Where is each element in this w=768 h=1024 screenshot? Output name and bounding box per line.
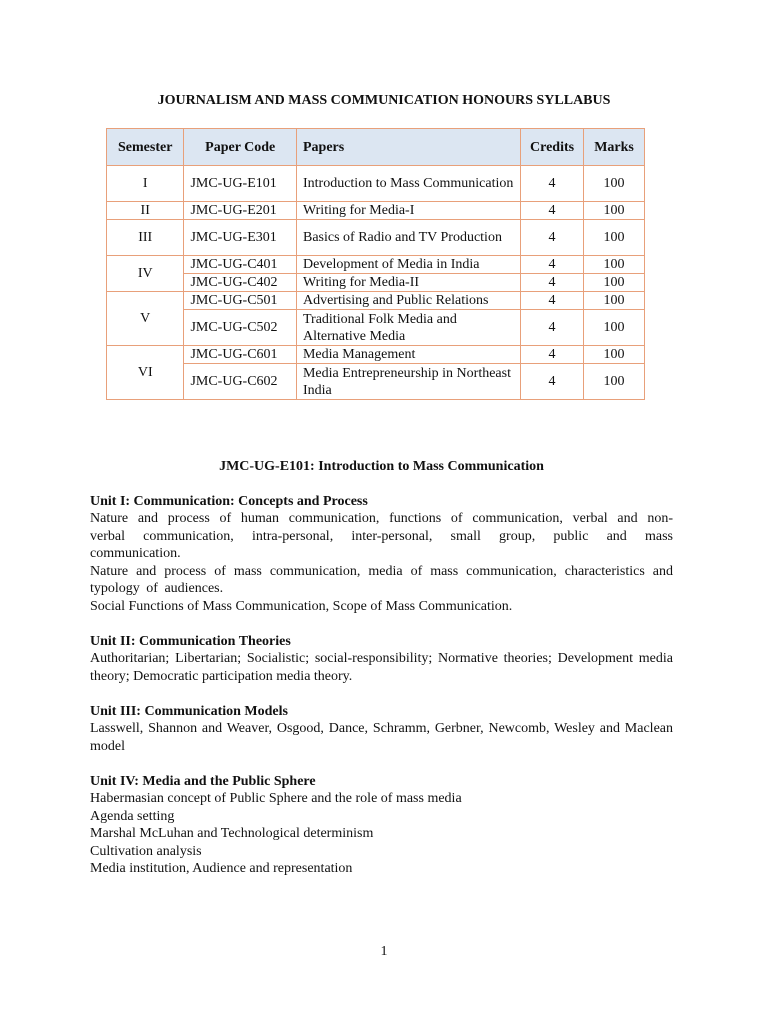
table-row xyxy=(107,256,645,274)
semester-cell: II xyxy=(107,202,184,220)
credits-cell: 4 xyxy=(521,292,584,310)
header-credits: Credits xyxy=(521,129,584,166)
page-title: JOURNALISM AND MASS COMMUNICATION HONOURS SYLLABUS xyxy=(157,93,611,108)
header-marks: Marks xyxy=(584,129,645,166)
header-semester: Semester xyxy=(107,129,184,166)
table-header-row xyxy=(107,129,645,166)
paper-title-cell: Advertising and Public Relations xyxy=(296,292,520,310)
marks-cell: 100 xyxy=(584,292,645,310)
course-content xyxy=(90,458,673,896)
page-number: 1 xyxy=(380,944,388,959)
table-row xyxy=(107,274,645,292)
unit-paragraph: Media institution, Audience and representation xyxy=(90,861,353,876)
paper-title-cell: Basics of Radio and TV Production xyxy=(296,220,520,256)
credits-cell: 4 xyxy=(521,274,584,292)
credits-cell: 4 xyxy=(521,166,584,202)
header-paper-code: Paper Code xyxy=(184,129,297,166)
unit-title: Unit III: Communication Models xyxy=(90,704,288,719)
unit-paragraph: Habermasian concept of Public Sphere and the role of mass media xyxy=(90,791,462,806)
unit-paragraph: Authoritarian; Libertarian; Socialistic; social-responsibility; Normative theories; Development media theory; Democratic participation media theory. xyxy=(90,651,673,684)
paper-code-cell: JMC-UG-C501 xyxy=(184,292,297,310)
paper-title-cell: Development of Media in India xyxy=(296,256,520,274)
credits-cell: 4 xyxy=(521,364,584,400)
unit-paragraph: Nature and process of mass communication, media of mass communication, characteristics and typology of audiences. xyxy=(90,563,673,596)
syllabus-table xyxy=(106,128,645,400)
semester-cell: IV xyxy=(107,256,184,292)
marks-cell: 100 xyxy=(584,346,645,364)
marks-cell: 100 xyxy=(584,364,645,400)
table-row xyxy=(107,220,645,256)
credits-cell: 4 xyxy=(521,202,584,220)
table-row xyxy=(107,166,645,202)
paper-code-cell: JMC-UG-E201 xyxy=(184,202,297,220)
unit-title: Unit I: Communication: Concepts and Process xyxy=(90,494,368,509)
unit-paragraph: Social Functions of Mass Communication, Scope of Mass Communication. xyxy=(90,598,513,614)
marks-cell: 100 xyxy=(584,256,645,274)
marks-cell: 100 xyxy=(584,166,645,202)
credits-cell: 4 xyxy=(521,220,584,256)
table-row xyxy=(107,346,645,364)
paper-code-cell: JMC-UG-C401 xyxy=(184,256,297,274)
paper-code-cell: JMC-UG-C502 xyxy=(184,310,297,346)
unit-paragraph: Cultivation analysis xyxy=(90,843,202,859)
marks-cell: 100 xyxy=(584,202,645,220)
table-row xyxy=(107,364,645,400)
course-title: JMC-UG-E101: Introduction to Mass Communication xyxy=(219,459,544,474)
unit-paragraph: Agenda setting xyxy=(90,808,175,824)
paper-title-cell: Traditional Folk Media and Alternative Media xyxy=(296,310,520,346)
semester-cell: III xyxy=(107,220,184,256)
paper-title-cell: Introduction to Mass Communication xyxy=(296,166,520,202)
table-row xyxy=(107,310,645,346)
paper-title-cell: Media Management xyxy=(296,346,520,364)
paper-code-cell: JMC-UG-C602 xyxy=(184,364,297,400)
paper-title-cell: Writing for Media-I xyxy=(296,202,520,220)
credits-cell: 4 xyxy=(521,310,584,346)
unit-paragraph: Nature and process of human communication, functions of communication, verbal and non- verbal communication, intra-personal, inter-personal, small group, public and mass communication. xyxy=(90,511,673,561)
unit-title: Unit II: Communication Theories xyxy=(90,634,291,649)
credits-cell: 4 xyxy=(521,346,584,364)
semester-cell: I xyxy=(107,166,184,202)
paper-title-cell: Media Entrepreneurship in Northeast India xyxy=(296,364,520,400)
semester-cell: V xyxy=(107,292,184,346)
unit-paragraph: Lasswell, Shannon and Weaver, Osgood, Dance, Schramm, Gerbner, Newcomb, Wesley and Maclean model xyxy=(90,721,673,754)
unit-3 xyxy=(90,703,673,755)
marks-cell: 100 xyxy=(584,220,645,256)
unit-paragraph: Marshal McLuhan and Technological determinism xyxy=(90,826,374,841)
semester-cell: VI xyxy=(107,346,184,400)
unit-1 xyxy=(90,493,673,615)
unit-title: Unit IV: Media and the Public Sphere xyxy=(90,774,316,789)
marks-cell: 100 xyxy=(584,310,645,346)
unit-2 xyxy=(90,633,673,685)
paper-code-cell: JMC-UG-C601 xyxy=(184,346,297,364)
unit-4 xyxy=(90,773,673,878)
paper-code-cell: JMC-UG-E101 xyxy=(184,166,297,202)
table-row xyxy=(107,202,645,220)
paper-code-cell: JMC-UG-C402 xyxy=(184,274,297,292)
table-row xyxy=(107,292,645,310)
header-papers: Papers xyxy=(296,129,520,166)
credits-cell: 4 xyxy=(521,256,584,274)
marks-cell: 100 xyxy=(584,274,645,292)
paper-title-cell: Writing for Media-II xyxy=(296,274,520,292)
paper-code-cell: JMC-UG-E301 xyxy=(184,220,297,256)
